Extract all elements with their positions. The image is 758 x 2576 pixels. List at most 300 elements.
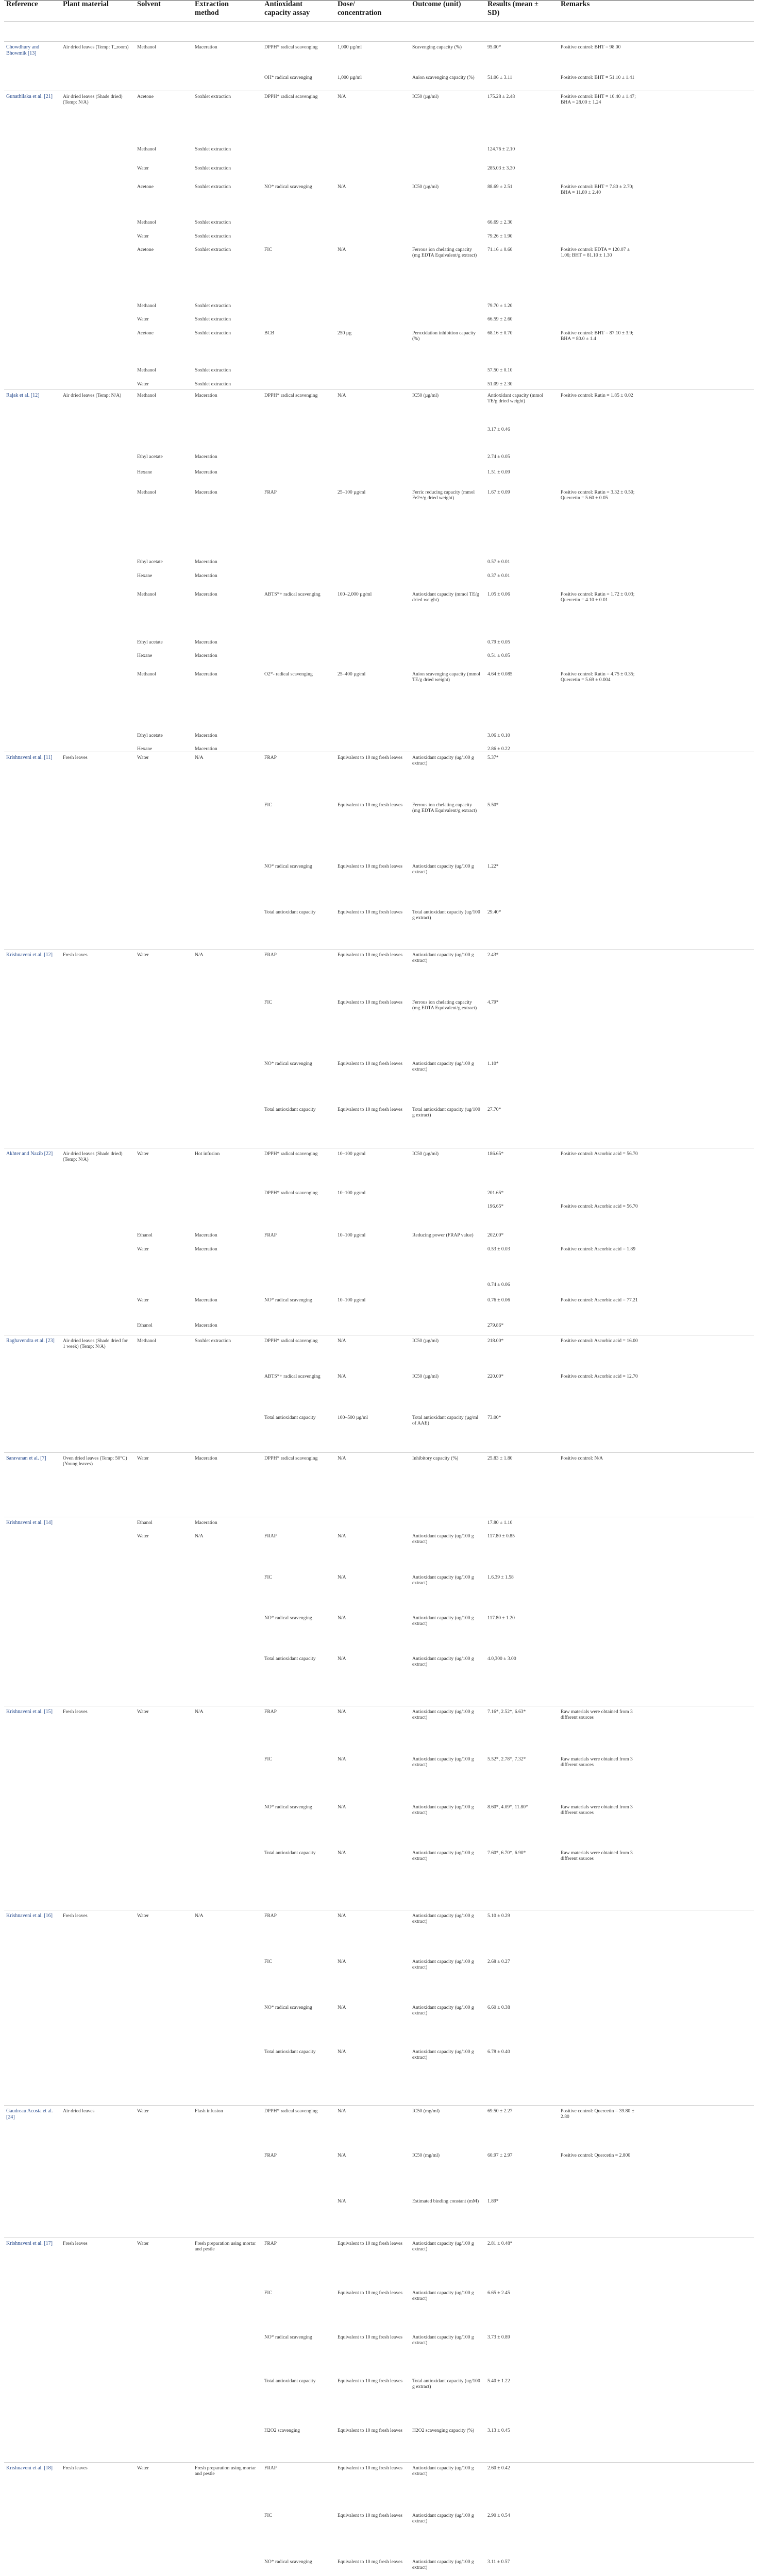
result-cell: 4.0,300 ± 3.00 (487, 1656, 516, 1662)
result-cell: 0.51 ± 0.05 (487, 653, 510, 658)
row-separator (4, 1452, 754, 1453)
dose-cell: N/A (338, 1804, 346, 1810)
outcome-cell: Antioxidant capacity (ug/100 g extract) (412, 1709, 474, 1721)
remarks-cell: Positive control: Ascorbic acid = 77.21 (561, 1297, 638, 1303)
extraction-method-cell: N/A (195, 755, 204, 760)
extraction-method-cell: Soxhlet extraction (195, 381, 231, 387)
plant-material-cell: Oven dried leaves (Temp: 50°C) (Young leaves) (63, 1455, 127, 1467)
remarks-cell: Positive control: Ascorbic acid = 16.00 (561, 1338, 638, 1344)
remarks-cell: Positive control: Ascorbic acid = 12.70 (561, 1374, 638, 1379)
extraction-method-cell: Soxhlet extraction (195, 165, 231, 171)
remarks-cell: Positive control: Rutin = 1.85 ± 0.02 (561, 393, 633, 398)
solvent-cell: Acetone (137, 94, 154, 99)
extraction-method-cell: Maceration (195, 44, 217, 50)
outcome-cell: Reducing power (FRAP value) (412, 1232, 474, 1238)
solvent-cell: Ethanol (137, 1232, 153, 1238)
result-cell: 1.51 ± 0.09 (487, 469, 510, 475)
dose-cell: 10–100 µg/ml (338, 1190, 366, 1196)
col-header-dose: Dose/ concentration (338, 0, 382, 17)
dose-cell: N/A (338, 1533, 346, 1539)
plant-material-cell: Air dried leaves (63, 2108, 95, 2114)
result-cell: 51.06 ± 3.11 (487, 75, 513, 80)
assay-cell: NO* radical scavenging (264, 2334, 312, 2340)
dose-cell: N/A (338, 1913, 346, 1919)
reference-cell[interactable]: Raghavendra et al. [23] (6, 1338, 55, 1344)
extraction-method-cell: Maceration (195, 1232, 217, 1238)
reference-cell[interactable]: Krishnaveni et al. [12] (6, 952, 53, 958)
solvent-cell: Water (137, 381, 149, 387)
result-cell: 51.09 ± 2.30 (487, 381, 513, 387)
solvent-cell: Methanol (137, 219, 156, 225)
dose-cell: N/A (338, 1338, 346, 1344)
extraction-method-cell: Maceration (195, 733, 217, 738)
dose-cell: Equivalent to 10 mg fresh leaves (338, 2465, 403, 2471)
extraction-method-cell: Fresh preparation using mortar and pestle (195, 2465, 256, 2477)
extraction-method-cell: N/A (195, 952, 204, 958)
dose-cell: 10–100 µg/ml (338, 1151, 366, 1157)
outcome-cell: Antioxidant capacity (ug/100 g extract) (412, 1756, 474, 1768)
extraction-method-cell: Maceration (195, 1520, 217, 1526)
outcome-cell: Antioxidant capacity (ug/100 g extract) (412, 1061, 474, 1073)
dose-cell: Equivalent to 10 mg fresh leaves (338, 863, 403, 869)
dose-cell: Equivalent to 10 mg fresh leaves (338, 2428, 403, 2433)
solvent-cell: Acetone (137, 184, 154, 190)
extraction-method-cell: Maceration (195, 393, 217, 398)
assay-cell: FRAP (264, 1533, 277, 1539)
outcome-cell: Antioxidant capacity (ug/100 g extract) (412, 2049, 474, 2061)
result-cell: 285.03 ± 3.30 (487, 165, 515, 171)
dose-cell: 25–100 µg/ml (338, 489, 366, 495)
dose-cell: Equivalent to 10 mg fresh leaves (338, 952, 403, 958)
result-cell: 0.79 ± 0.05 (487, 639, 510, 645)
result-cell: 279.86* (487, 1323, 504, 1328)
extraction-method-cell: Maceration (195, 559, 217, 565)
result-cell: 25.83 ± 1.80 (487, 1455, 513, 1461)
result-cell: 0.37 ± 0.01 (487, 573, 510, 579)
dose-cell: 25–400 µg/ml (338, 671, 366, 677)
dose-cell: Equivalent to 10 mg fresh leaves (338, 909, 403, 915)
solvent-cell: Hexane (137, 653, 153, 658)
result-cell: 3.13 ± 0.45 (487, 2428, 510, 2433)
assay-cell: FRAP (264, 2153, 277, 2158)
outcome-cell: Inhibitory capacity (%) (412, 1455, 459, 1461)
solvent-cell: Water (137, 165, 149, 171)
assay-cell: NO* radical scavenging (264, 863, 312, 869)
reference-cell[interactable]: Krishnaveni et al. [18] (6, 2465, 53, 2471)
solvent-cell: Acetone (137, 330, 154, 336)
reference-cell[interactable]: Krishnaveni et al. [11] (6, 755, 53, 760)
outcome-cell: Total antioxidant capacity (ug/100 g extract) (412, 1107, 480, 1118)
solvent-cell: Water (137, 952, 149, 958)
dose-cell: N/A (338, 1615, 346, 1621)
outcome-cell: Anion scavenging capacity (mmol TE/g dried weight) (412, 671, 480, 683)
extraction-method-cell: Soxhlet extraction (195, 247, 231, 252)
assay-cell: BCB (264, 330, 275, 336)
plant-material-cell: Fresh leaves (63, 2241, 88, 2246)
remarks-cell: Positive control: Rutin = 3.32 ± 0.50; Quercetin = 5.60 ± 0.05 (561, 489, 635, 501)
result-cell: 17.80 ± 1.10 (487, 1520, 513, 1526)
result-cell: 218.00* (487, 1338, 504, 1344)
dose-cell: Equivalent to 10 mg fresh leaves (338, 1061, 403, 1066)
outcome-cell: IC50 (µg/ml) (412, 94, 439, 99)
reference-cell[interactable]: Rajak et al. [12] (6, 393, 40, 398)
outcome-cell: Antioxidant capacity (ug/100 g extract) (412, 1656, 474, 1668)
dose-cell: Equivalent to 10 mg fresh leaves (338, 2334, 403, 2340)
dose-cell: Equivalent to 10 mg fresh leaves (338, 2241, 403, 2246)
remarks-cell: Positive control: Quercetin = 39.80 ± 2.80 (561, 2108, 634, 2120)
col-header-remarks: Remarks (561, 0, 590, 8)
extraction-method-cell: Maceration (195, 746, 217, 752)
result-cell: Antioxidant capacity (mmol TE/g dried weight) (487, 393, 544, 404)
extraction-method-cell: Maceration (195, 1455, 217, 1461)
reference-cell[interactable]: Krishnaveni et al. [15] (6, 1709, 53, 1715)
extraction-method-cell: Maceration (195, 653, 217, 658)
reference-cell[interactable]: Krishnaveni et al. [17] (6, 2241, 53, 2246)
dose-cell: Equivalent to 10 mg fresh leaves (338, 2290, 403, 2296)
reference-cell[interactable]: Krishnaveni et al. [14] (6, 1520, 53, 1526)
assay-cell: Total antioxidant capacity (264, 2378, 316, 2384)
dose-cell: Equivalent to 10 mg fresh leaves (338, 755, 403, 760)
assay-cell: FRAP (264, 1232, 277, 1238)
plant-material-cell: Air dried leaves (Shade dried) (Temp: N/A) (63, 94, 123, 106)
assay-cell: FIC (264, 2290, 272, 2296)
remarks-cell: Positive control: BHT = 51.10 ± 1.41 (561, 75, 635, 80)
plant-material-cell: Fresh leaves (63, 952, 88, 958)
dose-cell: 10–100 µg/ml (338, 1297, 366, 1303)
outcome-cell: Antioxidant capacity (ug/100 g extract) (412, 1533, 474, 1545)
col-header-assay: Antioxidant capacity assay (264, 0, 310, 17)
result-cell: 117.80 ± 0.85 (487, 1533, 515, 1539)
result-cell: 202.00* (487, 1232, 504, 1238)
extraction-method-cell: Maceration (195, 489, 217, 495)
remarks-cell: Raw materials were obtained from 3 different sources (561, 1804, 633, 1816)
assay-cell: DPPH* radical scavenging (264, 1338, 318, 1344)
reference-cell[interactable]: Krishnaveni et al. [16] (6, 1913, 53, 1919)
result-cell: 1.05 ± 0.06 (487, 591, 510, 597)
outcome-cell: Scavenging capacity (%) (412, 44, 462, 50)
assay-cell: DPPH* radical scavenging (264, 393, 318, 398)
remarks-cell: Positive control: Quercetin = 2.800 (561, 2153, 631, 2158)
solvent-cell: Water (137, 316, 149, 322)
col-header-extraction-method: Extraction method (195, 0, 229, 17)
result-cell: 1.22* (487, 863, 499, 869)
extraction-method-cell: Maceration (195, 591, 217, 597)
assay-cell: ABTS*+ radical scavenging (264, 1374, 321, 1379)
result-cell: 124.76 ± 2.10 (487, 146, 515, 152)
dose-cell: N/A (338, 94, 346, 99)
extraction-method-cell: Soxhlet extraction (195, 146, 231, 152)
extraction-method-cell: Fresh preparation using mortar and pestle (195, 2241, 256, 2252)
extraction-method-cell: Soxhlet extraction (195, 1338, 231, 1344)
outcome-cell: IC50 (mg/ml) (412, 2108, 440, 2114)
assay-cell: DPPH* radical scavenging (264, 2108, 318, 2114)
result-cell: 186.65* (487, 1151, 504, 1157)
assay-cell: FIC (264, 802, 272, 808)
assay-cell: FRAP (264, 755, 277, 760)
outcome-cell: Antioxidant capacity (ug/100 g extract) (412, 755, 474, 767)
solvent-cell: Acetone (137, 247, 154, 252)
result-cell: 201.65* (487, 1190, 504, 1196)
dose-cell: N/A (338, 247, 346, 252)
outcome-cell: Total antioxidant capacity (µg/ml of AAE) (412, 1415, 479, 1427)
result-cell: 5.50* (487, 802, 499, 808)
result-cell: 79.70 ± 1.20 (487, 303, 513, 309)
dose-cell: N/A (338, 2005, 346, 2010)
assay-cell: OH* radical scavenging (264, 75, 312, 80)
result-cell: 2.68 ± 0.27 (487, 1959, 510, 1964)
assay-cell: FIC (264, 1756, 272, 1762)
remarks-cell: Positive control: N/A (561, 1455, 603, 1461)
dose-cell: 250 µg (338, 330, 352, 336)
remarks-cell: Raw materials were obtained from 3 different sources (561, 1756, 633, 1768)
dose-cell: 10–100 µg/ml (338, 1232, 366, 1238)
solvent-cell: Methanol (137, 671, 156, 677)
outcome-cell: Antioxidant capacity (ug/100 g extract) (412, 952, 474, 964)
extraction-method-cell: Hot infusion (195, 1151, 220, 1157)
outcome-cell: Antioxidant capacity (ug/100 g extract) (412, 2465, 474, 2477)
result-cell: 5.10 ± 0.29 (487, 1913, 510, 1919)
assay-cell: FIC (264, 1574, 272, 1580)
assay-cell: DPPH* radical scavenging (264, 1455, 318, 1461)
assay-cell: Total antioxidant capacity (264, 1415, 316, 1420)
outcome-cell: IC50 (µg/ml) (412, 1374, 439, 1379)
outcome-cell: Total antioxidant capacity (ug/100 g extract) (412, 909, 480, 921)
plant-material-cell: Fresh leaves (63, 1709, 88, 1715)
remarks-cell: Positive control: BHT = 10.40 ± 1.47; BHA = 28.00 ± 1.24 (561, 94, 636, 106)
outcome-cell: Ferrous ion chelating capacity (mg EDTA Equivalent/g extract) (412, 802, 477, 814)
dose-cell: 1,000 µg/ml (338, 75, 362, 80)
outcome-cell: Antioxidant capacity (ug/100 g extract) (412, 1615, 474, 1627)
extraction-method-cell: Soxhlet extraction (195, 219, 231, 225)
extraction-method-cell: Flash infusion (195, 2108, 223, 2114)
result-cell: 175.28 ± 2.48 (487, 94, 515, 99)
result-cell: 3.73 ± 0.89 (487, 2334, 510, 2340)
result-cell: 29.40* (487, 909, 501, 915)
result-cell: 0.76 ± 0.06 (487, 1297, 510, 1303)
assay-cell: DPPH* radical scavenging (264, 94, 318, 99)
dose-cell: 100–500 µg/ml (338, 1415, 368, 1420)
assay-cell: FIC (264, 2513, 272, 2518)
assay-cell: Total antioxidant capacity (264, 2049, 316, 2055)
outcome-cell: H2O2 scavenging capacity (%) (412, 2428, 475, 2433)
solvent-cell: Hexane (137, 573, 153, 579)
result-cell: 3.06 ± 0.10 (487, 733, 510, 738)
col-header-solvent: Solvent (137, 0, 161, 8)
outcome-cell: Antioxidant capacity (ug/100 g extract) (412, 2290, 474, 2302)
outcome-cell: Antioxidant capacity (ug/100 g extract) (412, 1804, 474, 1816)
assay-cell: NO* radical scavenging (264, 1297, 312, 1303)
dose-cell: N/A (338, 1850, 346, 1856)
result-cell: 6.60 ± 0.38 (487, 2005, 510, 2010)
extraction-method-cell: Maceration (195, 469, 217, 475)
solvent-cell: Ethanol (137, 1323, 153, 1328)
outcome-cell: Antioxidant capacity (ug/100 g extract) (412, 2559, 474, 2571)
result-cell: 0.74 ± 0.06 (487, 1282, 510, 1287)
reference-cell[interactable]: Gaudreau Acosta et al. [24] (6, 2108, 53, 2120)
row-separator (4, 2105, 754, 2106)
col-header-reference: Reference (6, 0, 38, 8)
extraction-method-cell: Soxhlet extraction (195, 316, 231, 322)
extraction-method-cell: Maceration (195, 639, 217, 645)
reference-cell[interactable]: Akhter and Nazib [22] (6, 1151, 53, 1157)
outcome-cell: Antioxidant capacity (ug/100 g extract) (412, 1850, 474, 1862)
extraction-method-cell: N/A (195, 1533, 204, 1539)
solvent-cell: Water (137, 1533, 149, 1539)
plant-material-cell: Air dried leaves (Temp: T_room) (63, 44, 129, 50)
extraction-method-cell: Soxhlet extraction (195, 330, 231, 336)
extraction-method-cell: Maceration (195, 454, 217, 460)
solvent-cell: Methanol (137, 44, 156, 50)
result-cell: 88.69 ± 2.51 (487, 184, 513, 190)
solvent-cell: Water (137, 1297, 149, 1303)
extraction-method-cell: N/A (195, 1709, 204, 1715)
result-cell: 79.26 ± 1.90 (487, 233, 513, 239)
assay-cell: ABTS*+ radical scavenging (264, 591, 321, 597)
outcome-cell: Ferrous ion chelating capacity (mg EDTA Equivalent/g extract) (412, 247, 477, 259)
assay-cell: O2*- radical scavenging (264, 671, 313, 677)
dose-cell: Equivalent to 10 mg fresh leaves (338, 802, 403, 808)
assay-cell: DPPH* radical scavenging (264, 44, 318, 50)
result-cell: 57.50 ± 0.10 (487, 367, 513, 373)
col-header-results: Results (mean ± SD) (487, 0, 538, 17)
dose-cell: N/A (338, 1959, 346, 1964)
dose-cell: N/A (338, 1574, 346, 1580)
result-cell: 2.60 ± 0.42 (487, 2465, 510, 2471)
outcome-cell: Total antioxidant capacity (ug/100 g extract) (412, 2378, 480, 2390)
solvent-cell: Hexane (137, 746, 153, 752)
plant-material-cell: Fresh leaves (63, 2465, 88, 2471)
result-cell: 1.67 ± 0.09 (487, 489, 510, 495)
solvent-cell: Methanol (137, 393, 156, 398)
assay-cell: FIC (264, 999, 272, 1005)
result-cell: 117.80 ± 1.20 (487, 1615, 515, 1621)
plant-material-cell: Air dried leaves (Shade dried) (Temp: N/A) (63, 1151, 123, 1163)
reference-cell[interactable]: Chowdhury and Bhowmik [13] (6, 44, 40, 56)
dose-cell: N/A (338, 1374, 346, 1379)
outcome-cell: Antioxidant capacity (ug/100 g extract) (412, 2334, 474, 2346)
assay-cell: DPPH* radical scavenging (264, 1190, 318, 1196)
solvent-cell: Water (137, 755, 149, 760)
assay-cell: NO* radical scavenging (264, 2005, 312, 2010)
solvent-cell: Methanol (137, 303, 156, 309)
extraction-method-cell: Soxhlet extraction (195, 367, 231, 373)
result-cell: 2.43* (487, 952, 499, 958)
result-cell: 4.64 ± 0.085 (487, 671, 513, 677)
outcome-cell: Peroxidation inhibition capacity (%) (412, 330, 476, 342)
outcome-cell: IC50 (µg/ml) (412, 184, 439, 190)
outcome-cell: Antioxidant capacity (mmol TE/g dried weight) (412, 591, 479, 603)
outcome-cell: Ferrous ion chelating capacity (mg EDTA Equivalent/g extract) (412, 999, 477, 1011)
solvent-cell: Methanol (137, 489, 156, 495)
outcome-cell: Ferric reducing capacity (mmol Fe2+/g dried weight) (412, 489, 475, 501)
dose-cell: N/A (338, 2153, 346, 2158)
solvent-cell: Methanol (137, 1338, 156, 1344)
remarks-cell: Positive control: EDTA = 120.07 ± 1.06; BHT = 81.10 ± 1.30 (561, 247, 630, 259)
remarks-cell: Raw materials were obtained from 3 different sources (561, 1850, 633, 1862)
remarks-cell: Positive control: BHT = 7.80 ± 2.70; BHA = 11.80 ± 2.40 (561, 184, 634, 196)
solvent-cell: Water (137, 2108, 149, 2114)
extraction-method-cell: Soxhlet extraction (195, 184, 231, 190)
plant-material-cell: Fresh leaves (63, 1913, 88, 1919)
result-cell: 1.89* (487, 2198, 499, 2204)
outcome-cell: IC50 (µg/ml) (412, 1338, 439, 1344)
plant-material-cell: Fresh leaves (63, 755, 88, 760)
remarks-cell: Positive control: Rutin = 4.75 ± 0.35; Quercetin = 5.69 ± 0.004 (561, 671, 635, 683)
assay-cell: FIC (264, 1959, 272, 1964)
solvent-cell: Methanol (137, 591, 156, 597)
dose-cell: Equivalent to 10 mg fresh leaves (338, 1107, 403, 1112)
reference-cell[interactable]: Gunathilaka et al. [21] (6, 94, 53, 99)
solvent-cell: Ethanol (137, 1520, 153, 1526)
result-cell: 69.50 ± 2.27 (487, 2108, 513, 2114)
remarks-cell: Positive control: BHT = 87.10 ± 3.9; BHA = 80.0 ± 1.4 (561, 330, 634, 342)
assay-cell: NO* radical scavenging (264, 184, 312, 190)
solvent-cell: Hexane (137, 469, 153, 475)
solvent-cell: Ethyl acetate (137, 559, 163, 565)
assay-cell: H2O2 scavenging (264, 2428, 300, 2433)
dose-cell: N/A (338, 2198, 346, 2204)
dose-cell: Equivalent to 10 mg fresh leaves (338, 2378, 403, 2384)
extraction-method-cell: Maceration (195, 671, 217, 677)
result-cell: 95.00* (487, 44, 501, 50)
remarks-cell: Positive control: Ascorbic acid = 56.70 (561, 1151, 638, 1157)
assay-cell: FRAP (264, 2465, 277, 2471)
assay-cell: FIC (264, 247, 272, 252)
solvent-cell: Water (137, 1246, 149, 1252)
outcome-cell: Antioxidant capacity (ug/100 g extract) (412, 2513, 474, 2524)
dose-cell: Equivalent to 10 mg fresh leaves (338, 999, 403, 1005)
solvent-cell: Methanol (137, 367, 156, 373)
solvent-cell: Methanol (137, 146, 156, 152)
dose-cell: N/A (338, 1756, 346, 1762)
result-cell: 1.6.39 ± 1.58 (487, 1574, 514, 1580)
dose-cell: N/A (338, 1455, 346, 1461)
dose-cell: Equivalent to 10 mg fresh leaves (338, 2513, 403, 2518)
result-cell: 3.11 ± 0.57 (487, 2559, 510, 2565)
result-cell: 2.90 ± 0.54 (487, 2513, 510, 2518)
result-cell: 2.74 ± 0.05 (487, 454, 510, 460)
result-cell: 2.81 ± 0.48* (487, 2241, 513, 2246)
result-cell: 60.97 ± 2.97 (487, 2153, 513, 2158)
solvent-cell: Water (137, 1455, 149, 1461)
result-cell: 66.59 ± 2.60 (487, 316, 513, 322)
extraction-method-cell: Soxhlet extraction (195, 94, 231, 99)
result-cell: 0.53 ± 0.03 (487, 1246, 510, 1252)
assay-cell: NO* radical scavenging (264, 2559, 312, 2565)
assay-cell: Total antioxidant capacity (264, 1107, 316, 1112)
result-cell: 7.60*, 6.70*, 6.90* (487, 1850, 526, 1856)
result-cell: 66.69 ± 2.30 (487, 219, 513, 225)
reference-cell[interactable]: Saravanan et al. [7] (6, 1455, 46, 1461)
result-cell: 5.40 ± 1.22 (487, 2378, 510, 2384)
dose-cell: Equivalent to 10 mg fresh leaves (338, 2559, 403, 2565)
dose-cell: N/A (338, 2108, 346, 2114)
assay-cell: DPPH* radical scavenging (264, 1151, 318, 1157)
solvent-cell: Ethyl acetate (137, 454, 163, 460)
result-cell: 5.52*, 2.78*, 7.32* (487, 1756, 526, 1762)
dose-cell: N/A (338, 393, 346, 398)
outcome-cell: Antioxidant capacity (ug/100 g extract) (412, 1574, 474, 1586)
result-cell: 6.78 ± 0.40 (487, 2049, 510, 2055)
dose-cell: N/A (338, 1709, 346, 1715)
remarks-cell: Positive control: Ascorbic acid = 56.70 (561, 1204, 638, 1209)
extraction-method-cell: Maceration (195, 1297, 217, 1303)
result-cell: 7.16*, 2.52*, 6.63* (487, 1709, 526, 1715)
result-cell: 8.60*, 4.09*, 11.80* (487, 1804, 528, 1810)
solvent-cell: Water (137, 1913, 149, 1919)
assay-cell: FRAP (264, 1709, 277, 1715)
dose-cell: N/A (338, 2049, 346, 2055)
